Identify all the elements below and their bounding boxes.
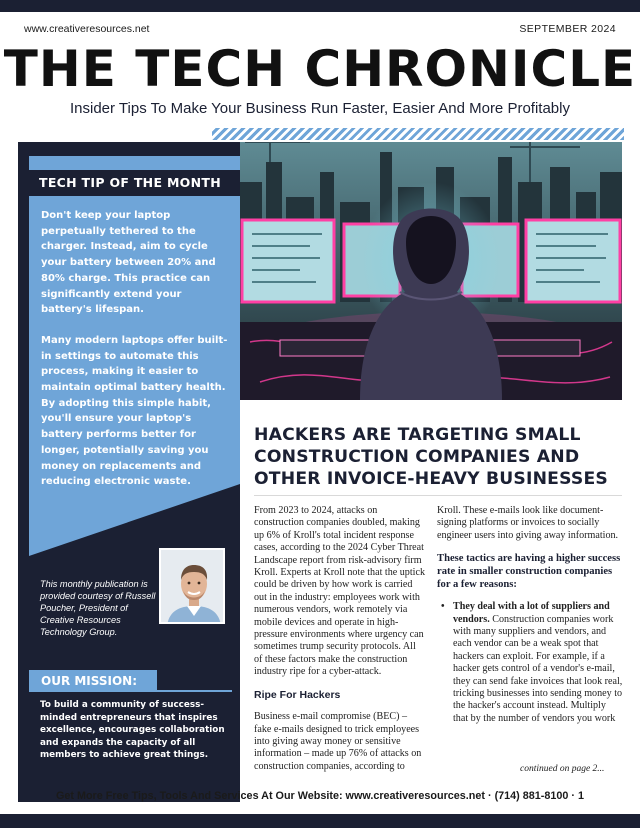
tech-tip-paragraph: Many modern laptops offer built-in settings to automate this process, making it easier to maintain optimal battery health. By adopting this simple habit, you'll ensure your laptop's battery performs better for longer, potentially saving you money on replacements and reducing electronic waste.: [41, 334, 228, 488]
article-paragraph: Kroll. These e-mails look like document-signing platforms or invoices to socially engineer users into giving away information.: [437, 505, 619, 541]
mission-text: To build a community of success-minded entrepreneurs that inspires excellence, encourages collaboration and expands the capacity of all members to achieve great things.: [40, 700, 225, 761]
tagline: Insider Tips To Make Your Business Run Faster, Easier And More Profitably: [70, 100, 570, 117]
article-paragraph: From 2023 to 2024, attacks on construction companies doubled, making up 6% of Kroll's total incident response cases, according to the 2024 Cyber Threat Landscape report from risk-advisory firm Kroll. Experts at Kroll note that the uptick could be driven by how work is carried out in the industry: employees work with numerous vendors, work remotely via mobile devices and operate in high-pressure environments where urgency can sometimes trump security protocols. All of these factors make the construction industry ripe for a cyber-attack.: [254, 505, 425, 678]
courtesy-note: This monthly publication is provided courtesy of Russell Poucher, President of Creative Resources Technology Group.: [40, 579, 156, 637]
bullet-text: Construction companies work with many suppliers and vendors, and each vendor can be a weak spot that hackers can exploit. For example, if a hacker gets control of a vendor's e-mail, they can send fake invoices that look real, tricking businesses into sending money to the hacker's account instead. Multiply that by the number of vendors you work: [453, 613, 623, 724]
author-photo: [159, 548, 225, 624]
article-subheading: Ripe For Hackers: [254, 688, 341, 701]
continued-note: continued on page 2...: [520, 764, 605, 774]
issue-date: SEPTEMBER 2024: [519, 23, 616, 35]
bullet-lead: They deal with a lot of suppliers and vendors.: [453, 601, 610, 625]
article-bold-intro: These tactics are having a higher success rate in smaller construction companies for a few reasons:: [437, 553, 621, 591]
article-column-2: [437, 505, 623, 725]
tech-tip-body: [41, 208, 233, 505]
mission-heading: OUR MISSION:: [29, 670, 157, 692]
hacker-illustration: [240, 142, 622, 400]
article-headline: HACKERS ARE TARGETING SMALL CONSTRUCTION COMPANIES AND OTHER INVOICE-HEAVY BUSINESSES: [254, 425, 609, 489]
headline-divider: [254, 495, 622, 496]
newsletter-title: THE TECH CHRONICLE: [3, 40, 637, 98]
list-item: [453, 601, 623, 725]
tech-tip-paragraph: Don't keep your laptop perpetually tethered to the charger. Instead, aim to cycle your battery between 20% and 80% charge. This practice can significantly extend your battery's lifespan.: [41, 210, 216, 316]
decorative-stripe: [212, 128, 624, 140]
bottom-bar: [0, 814, 640, 828]
hacker-scene: [240, 142, 622, 400]
reasons-list: [437, 601, 623, 725]
footer-text: Get More Free Tips, Tools And Services At Our Website: www.creativeresources.net · (714) 881-8100 · 1: [55, 790, 585, 802]
article-column-1: [254, 505, 426, 783]
portrait-illustration: [161, 550, 225, 624]
site-url: www.creativeresources.net: [24, 23, 150, 35]
mission-divider: [29, 690, 232, 692]
article-paragraph: Business e-mail compromise (BEC) – fake e-mails designed to trick employees into giving away money or sensitive information – made up 76% of attacks on construction companies, according to: [254, 711, 422, 772]
tech-tip-heading: TECH TIP OF THE MONTH: [29, 170, 240, 196]
top-bar: [0, 0, 640, 12]
